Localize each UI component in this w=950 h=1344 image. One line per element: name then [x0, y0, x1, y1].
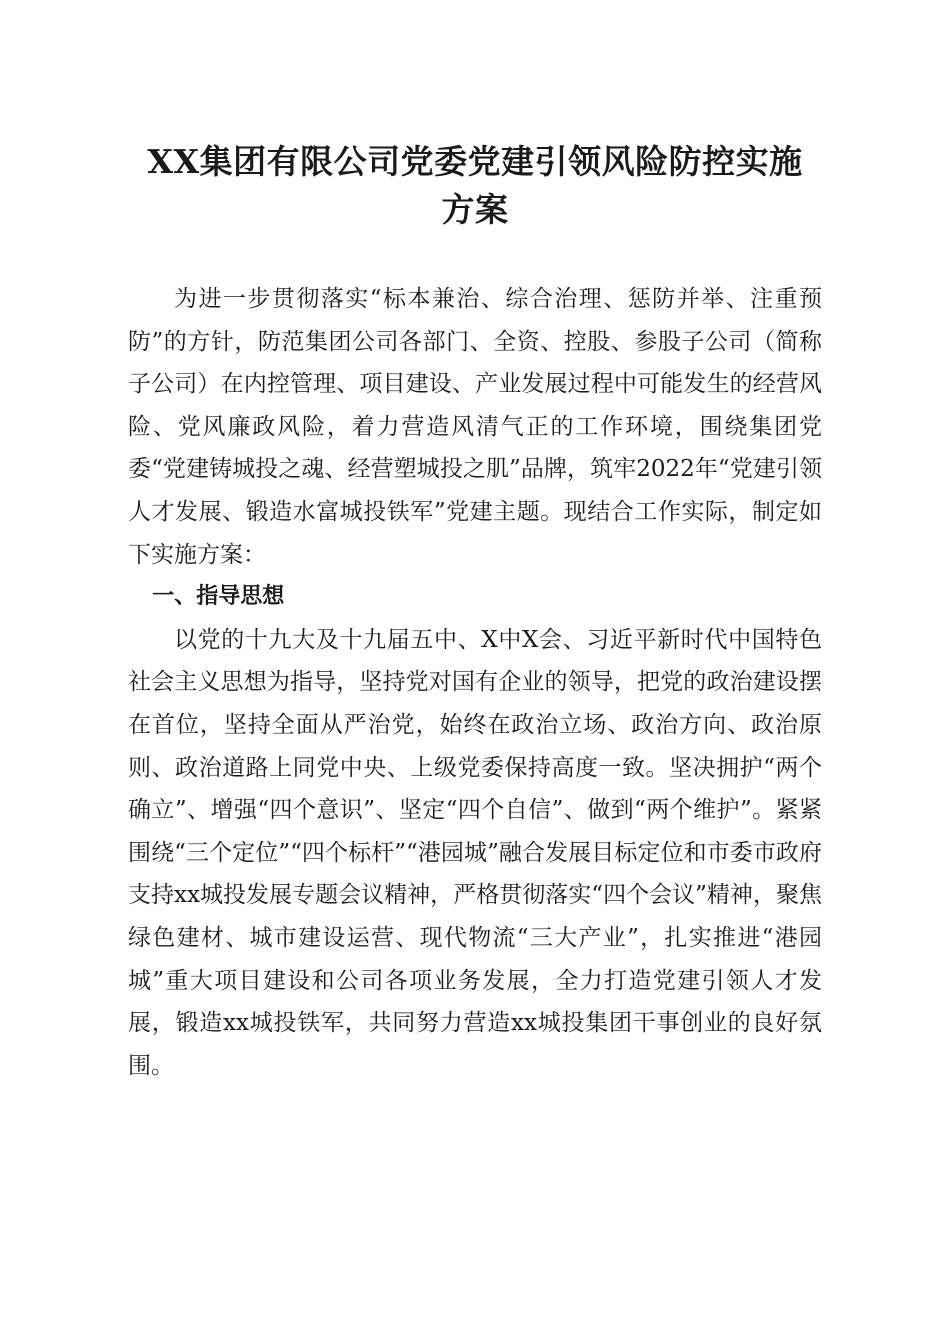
title-line-2: 方案	[441, 190, 509, 229]
title-line-1: XX集团有限公司党委党建引领风险防控实施	[147, 142, 803, 181]
intro-paragraph: 为进一步贯彻落实“标本兼治、综合治理、惩防并举、注重预防”的方针，防范集团公司各部门、全资、控股、参股子公司（简称子公司）在内控管理、项目建设、产业发展过程中可能发生的经营风险、党风廉政风险，着力营造风清气正的工作环境，围绕集团党委“党建铸城投之魂、经营塑城投之肌”品牌，筑牢2022年“党建引领人才发展、锻造水富城投铁军”党建主题。现结合工作实际，制定如下实施方案：	[128, 286, 822, 568]
document-body	[128, 278, 822, 1087]
document-title	[100, 138, 850, 234]
section-heading-guiding-ideology: 一、指导思想	[152, 584, 285, 610]
section-paragraph-guiding-ideology: 以党的十九大及十九届五中、X中X会、习近平新时代中国特色社会主义思想为指导，坚持党对国有企业的领导，把党的政治建设摆在首位，坚持全面从严治党，始终在政治立场、政治方向、政治原则、政治道路上同党中央、上级党委保持高度一致。坚决拥护“两个确立”、增强“四个意识”、坚定“四个自信”、做到“两个维护”。紧紧围绕“三个定位”“四个标杆”“港园城”融合发展目标定位和市委市政府支持xx城投发展专题会议精神，严格贯彻落实“四个会议”精神，聚焦绿色建材、城市建设运营、现代物流“三大产业”，扎实推进“港园城”重大项目建设和公司各项业务发展，全力打造党建引领人才发展，锻造xx城投铁军，共同努力营造xx城投集团干事创业的良好氛围。	[128, 626, 822, 1079]
